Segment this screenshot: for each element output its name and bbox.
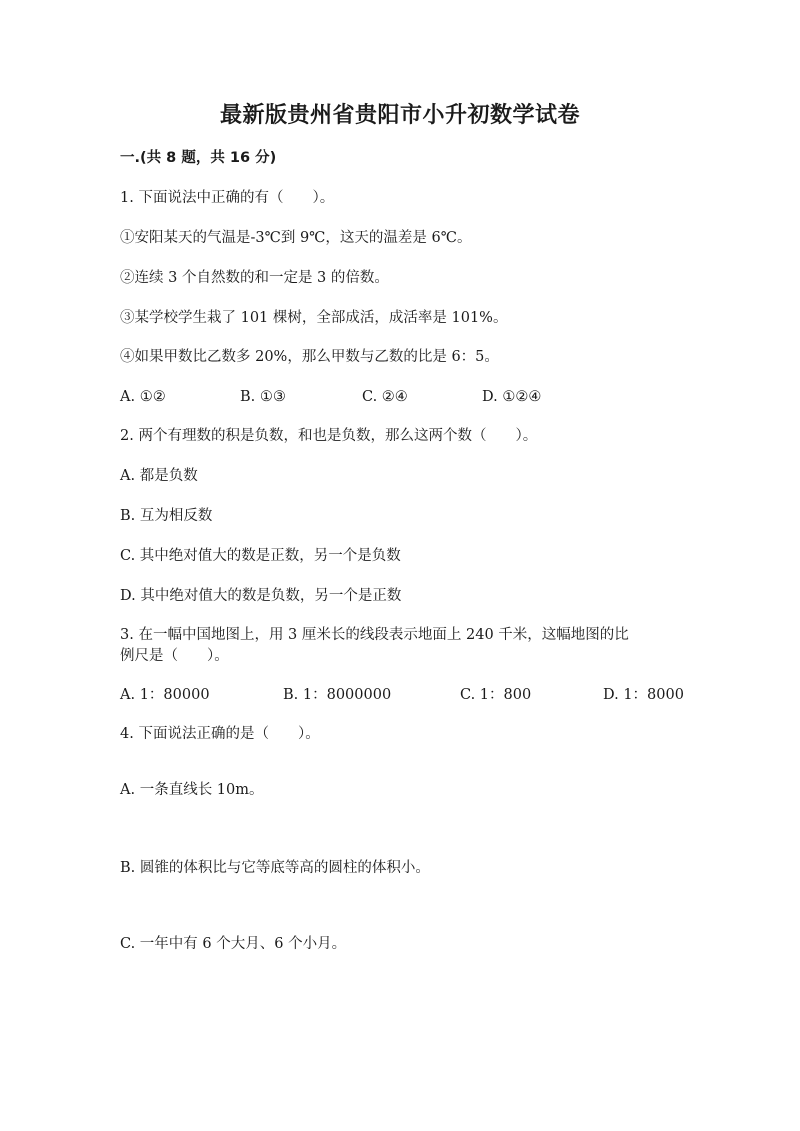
question-2-option-a: A. 都是负数 (120, 468, 198, 484)
question-3-stem-line-1: 3. 在一幅中国地图上，用 3 厘米长的线段表示地面上 240 千米，这幅地图的比 (120, 627, 629, 643)
question-2-stem: 2. 两个有理数的积是负数，和也是负数，那么这两个数（ ）。 (120, 428, 538, 444)
question-3-option-a: A. 1：80000 (120, 687, 210, 703)
question-1-option-b: B. ①③ (240, 389, 286, 405)
question-4-option-c: C. 一年中有 6 个大月、6 个小月。 (120, 936, 347, 952)
question-3-option-b: B. 1：8000000 (283, 687, 392, 703)
question-3-option-d: D. 1：8000 (603, 687, 684, 703)
page-title: 最新版贵州省贵阳市小升初数学试卷 (219, 103, 580, 128)
question-4-option-b: B. 圆锥的体积比与它等底等高的圆柱的体积小。 (120, 860, 430, 876)
question-1-option-a: A. ①② (120, 389, 166, 405)
question-1-statement-2: ②连续 3 个自然数的和一定是 3 的倍数。 (120, 270, 389, 286)
section-heading: 一.(共 8 题，共 16 分) (120, 150, 277, 166)
question-3-stem-line-2: 例尺是（ ）。 (120, 648, 229, 664)
question-3-option-c: C. 1：800 (460, 687, 532, 703)
question-1-option-c: C. ②④ (362, 389, 408, 405)
question-1-option-d: D. ①②④ (482, 389, 542, 405)
question-2-option-b: B. 互为相反数 (120, 508, 213, 524)
question-2-option-c: C. 其中绝对值大的数是正数，另一个是负数 (120, 548, 401, 564)
question-1-statement-3: ③某学校学生栽了 101 棵树，全部成活，成活率是 101%。 (120, 310, 508, 326)
question-4-stem: 4. 下面说法正确的是（ ）。 (120, 726, 320, 742)
question-1-statement-4: ④如果甲数比乙数多 20%，那么甲数与乙数的比是 6：5。 (120, 349, 499, 365)
question-2-option-d: D. 其中绝对值大的数是负数，另一个是正数 (120, 588, 402, 604)
question-1-statement-1: ①安阳某天的气温是-3℃到 9℃，这天的温差是 6℃。 (120, 230, 472, 246)
question-1-stem: 1. 下面说法中正确的有（ ）。 (120, 190, 335, 206)
question-4-option-a: A. 一条直线长 10m。 (120, 782, 264, 798)
